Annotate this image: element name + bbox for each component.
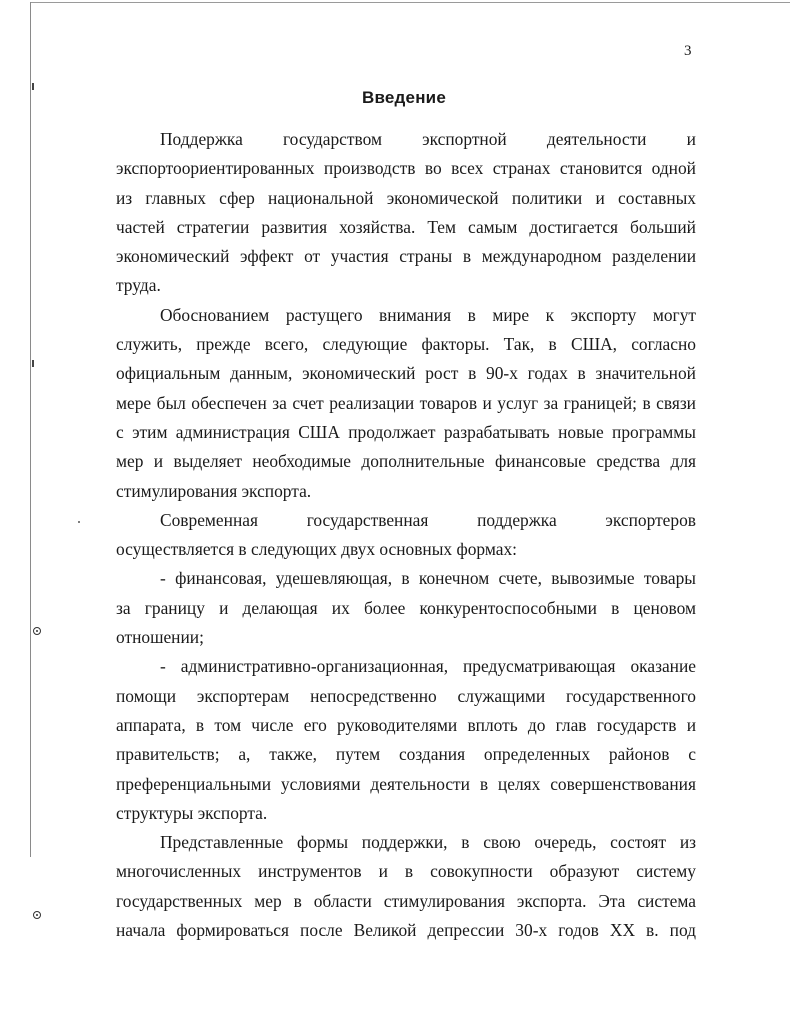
text-line: частей стратегии развития хозяйства. Тем самым достигается больший [116,216,696,237]
text-line: из главных сфер национальной экономической политики и составных [116,187,696,208]
text-line: Представленные формы поддержки, в свою очередь, состоят из [160,832,696,853]
text-line: экспортоориентированных производств во всех странах становится одной [116,158,696,179]
text-line: Обоснованием растущего внимания в мире к экспорту могут [160,304,696,325]
text-line: с этим администрация США продолжает разрабатывать новые программы [116,421,696,442]
text-line: многочисленных инструментов и в совокупности образуют систему [116,861,696,882]
text-line: мер и выделяет необходимые дополнительные финансовые средства для [116,451,696,472]
text-line: труда. [116,275,161,296]
text-line: Поддержка государством экспортной деятельности и [160,129,696,149]
page-number: 3 [684,43,692,59]
scan-edge-left [30,2,31,857]
text-line: экономический эффект от участия страны в международном разделении [116,246,696,267]
text-line: начала формироваться после Великой депрессии 30-х годов XX в. под [116,920,696,941]
list-item-line: помощи экспортерам непосредственно служащими государственного [116,685,696,706]
punch-hole-icon [33,627,41,635]
list-item-line: - административно-организационная, предусматривающая оказание [160,656,696,677]
text-line: государственных мер в области стимулирования экспорта. Эта система [116,890,696,911]
punch-hole-icon [33,911,41,919]
text-line: служить, прежде всего, следующие факторы. Так, в США, согласно [116,334,696,355]
list-item-line: преференциальными условиями деятельности в целях совершенствования [116,773,696,794]
list-item-line: за границу и делающая их более конкурентоспособными в ценовом [116,597,696,618]
list-item-line: структуры экспорта. [116,802,268,823]
binding-mark [32,360,38,367]
text-line: мере был обеспечен за счет реализации товаров и услуг за границей; в связи [116,392,696,413]
text-line: официальным данным, экономический рост в 90-х годах в значительной [116,363,696,384]
scan-edge-top [30,2,790,3]
page-title: Введение [362,88,446,107]
text-line: осуществляется в следующих двух основных формах: [116,539,517,560]
text-line: Современная государственная поддержка экспортеров [160,509,696,530]
list-item-line: - финансовая, удешевляющая, в конечном счете, вывозимые товары [160,568,696,589]
list-item-line: правительств; а, также, путем создания определенных районов с [116,744,696,765]
list-item-line: отношении; [116,627,204,648]
document-body [116,125,696,945]
list-item-line: аппарата, в том числе его руководителями вплоть до глав государств и [116,714,696,735]
text-line: стимулирования экспорта. [116,480,312,501]
scan-speck [78,521,80,523]
